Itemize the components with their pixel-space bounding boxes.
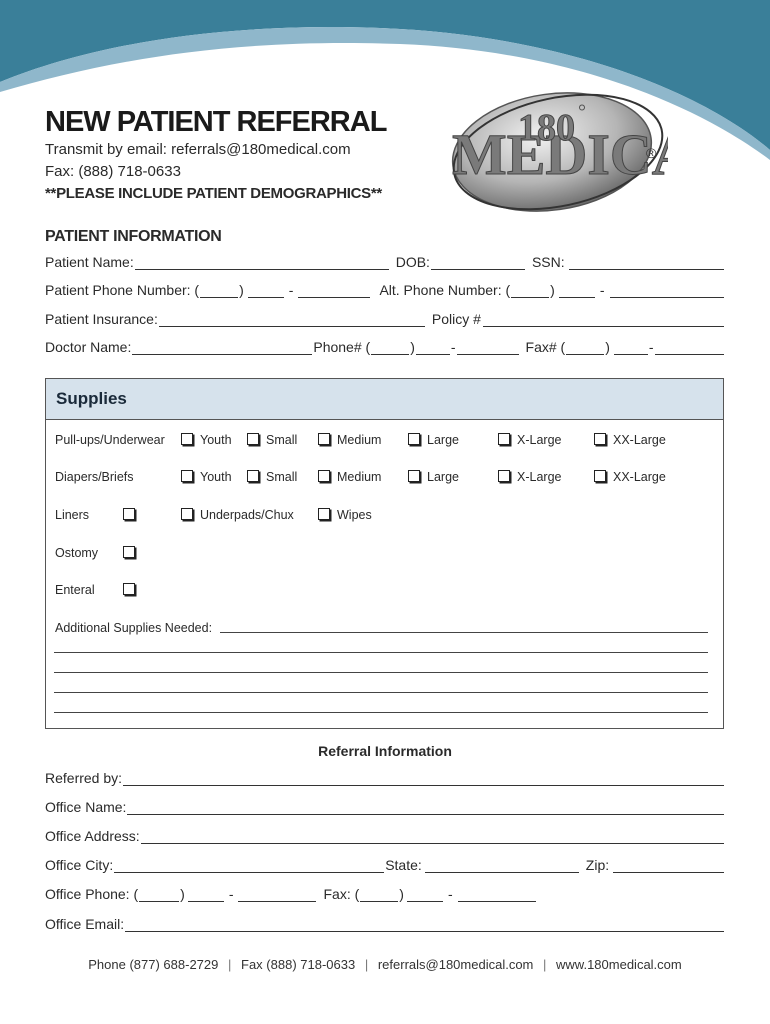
pullups-youth[interactable]: Youth: [181, 433, 232, 447]
office-address-field[interactable]: [141, 829, 724, 844]
checkbox-icon[interactable]: [181, 470, 193, 482]
dash: -: [599, 282, 605, 298]
liners-checkbox[interactable]: [123, 508, 142, 522]
paren: ): [410, 339, 415, 355]
referred-by-label: Referred by:: [45, 770, 123, 786]
svg-text:MEDICAL: MEDIC: [452, 122, 652, 187]
diapers-label: Diapers/Briefs: [55, 470, 134, 484]
office-fax-label: Fax: (: [323, 886, 360, 902]
office-email-row: [45, 914, 725, 932]
checkbox-icon[interactable]: [181, 433, 193, 445]
supplies-header: [46, 379, 723, 420]
checkbox-icon[interactable]: [181, 508, 193, 520]
checkbox-icon[interactable]: [318, 433, 330, 445]
alt-phone-prefix[interactable]: [559, 283, 595, 298]
diapers-small[interactable]: Small: [247, 470, 297, 484]
dash: -: [228, 886, 234, 902]
office-name-row: [45, 797, 725, 815]
liners-label: Liners: [55, 508, 90, 522]
doctor-fax-label: Fax# (: [525, 339, 566, 355]
insurance-label: Patient Insurance:: [45, 311, 158, 327]
dob-field[interactable]: [431, 255, 525, 270]
checkbox-icon[interactable]: [594, 433, 606, 445]
checkbox-icon[interactable]: [498, 470, 510, 482]
paren: ): [550, 282, 555, 298]
doctor-phone-label: Phone# (: [313, 339, 371, 355]
svg-text:®: ®: [646, 145, 657, 161]
company-logo: [440, 88, 668, 218]
office-fax-line[interactable]: [458, 887, 536, 902]
dash: -: [447, 886, 453, 902]
supplies-section: [45, 378, 724, 729]
patient-name-field[interactable]: [135, 255, 389, 270]
paren: ): [180, 886, 185, 902]
doctor-name-label: Doctor Name:: [45, 339, 132, 355]
additional-label: Additional Supplies Needed:: [55, 621, 213, 635]
patient-name-label: Patient Name:: [45, 254, 134, 270]
svg-text:°: °: [578, 101, 586, 123]
office-city-label: Office City:: [45, 857, 114, 873]
dash: -: [288, 282, 294, 298]
referral-info-heading: Referral Information: [318, 743, 452, 759]
state-field[interactable]: [425, 858, 579, 873]
footer-fax: Fax (888) 718-0633: [241, 957, 356, 972]
checkbox-icon[interactable]: [318, 470, 330, 482]
footer-separator: |: [364, 957, 369, 972]
supplies-title: Supplies: [56, 389, 127, 408]
checkbox-icon[interactable]: [594, 470, 606, 482]
diapers-xxlarge[interactable]: XX-Large: [594, 470, 666, 484]
office-address-label: Office Address:: [45, 828, 140, 844]
additional-line-5[interactable]: [54, 712, 708, 713]
patient-info-heading: PATIENT INFORMATION: [45, 228, 222, 245]
state-label: State:: [385, 857, 422, 873]
paren: ): [605, 339, 610, 355]
dob-label: DOB:: [395, 254, 430, 270]
referred-by-field[interactable]: [123, 771, 724, 786]
patient-name-row: [45, 252, 725, 270]
doctor-phone-line[interactable]: [457, 340, 519, 355]
patient-phone-line[interactable]: [298, 283, 370, 298]
pullups-xxlarge[interactable]: XX-Large: [594, 433, 666, 447]
fax-instruction: Fax: (888) 718-0633: [45, 163, 181, 180]
referred-by-row: [45, 768, 725, 786]
alt-phone-label: Alt. Phone Number: (: [379, 282, 511, 298]
additional-line-3[interactable]: [54, 672, 708, 673]
doctor-row: [45, 337, 725, 355]
checkbox-icon[interactable]: [408, 470, 420, 482]
checkbox-icon[interactable]: [123, 508, 135, 520]
form-title: NEW PATIENT REFERRAL: [45, 106, 387, 138]
wipes-option[interactable]: Wipes: [318, 508, 372, 522]
office-email-field[interactable]: [125, 917, 724, 932]
checkbox-icon[interactable]: [247, 433, 259, 445]
office-phone-label: Office Phone: (: [45, 886, 139, 902]
diapers-youth[interactable]: Youth: [181, 470, 232, 484]
email-instruction: Transmit by email: referrals@180medical.com: [45, 141, 351, 158]
footer-separator: |: [543, 957, 547, 972]
doctor-name-field[interactable]: [132, 340, 312, 355]
office-name-label: Office Name:: [45, 799, 127, 815]
ssn-field[interactable]: [569, 255, 724, 270]
alt-phone-line[interactable]: [610, 283, 724, 298]
demographics-note: **PLEASE INCLUDE PATIENT DEMOGRAPHICS**: [45, 185, 382, 202]
office-phone-prefix[interactable]: [188, 887, 224, 902]
footer-separator: |: [228, 957, 232, 972]
policy-label: Policy #: [431, 311, 481, 327]
checkbox-icon[interactable]: [123, 546, 135, 558]
pullups-large[interactable]: Large: [408, 433, 459, 447]
checkbox-icon[interactable]: [408, 433, 420, 445]
patient-phone-row: [45, 280, 725, 298]
office-name-field[interactable]: [127, 800, 724, 815]
pullups-small[interactable]: Small: [247, 433, 297, 447]
footer-website-link[interactable]: www.180medical.com: [556, 957, 682, 972]
office-city-row: [45, 855, 725, 873]
paren: ): [239, 282, 244, 298]
doctor-fax-line[interactable]: [655, 340, 724, 355]
checkbox-icon[interactable]: [123, 583, 135, 595]
underpads-option[interactable]: Underpads/Chux: [181, 508, 294, 522]
policy-field[interactable]: [483, 312, 724, 327]
ostomy-checkbox[interactable]: [123, 546, 142, 560]
office-phone-line[interactable]: [238, 887, 316, 902]
office-address-row: [45, 826, 725, 844]
office-fax-area[interactable]: [360, 887, 398, 902]
footer-contact: [0, 957, 770, 972]
doctor-fax-area[interactable]: [566, 340, 604, 355]
diapers-large[interactable]: Large: [408, 470, 459, 484]
checkbox-icon[interactable]: [247, 470, 259, 482]
ssn-label: SSN:: [531, 254, 565, 270]
office-phone-area[interactable]: [139, 887, 179, 902]
enteral-checkbox[interactable]: [123, 583, 142, 597]
footer-phone: Phone (877) 688-2729: [88, 957, 219, 972]
enteral-label: Enteral: [55, 583, 95, 597]
pullups-label: Pull-ups/Underwear: [55, 433, 165, 447]
office-email-label: Office Email:: [45, 916, 125, 932]
doctor-fax-prefix[interactable]: [614, 340, 648, 355]
additional-line-4[interactable]: [54, 692, 708, 693]
checkbox-icon[interactable]: [318, 508, 330, 520]
doctor-phone-prefix[interactable]: [416, 340, 450, 355]
insurance-field[interactable]: [159, 312, 425, 327]
checkbox-icon[interactable]: [498, 433, 510, 445]
patient-phone-label: Patient Phone Number: (: [45, 282, 200, 298]
additional-line-2[interactable]: [54, 652, 708, 653]
office-city-field[interactable]: [114, 858, 384, 873]
zip-field[interactable]: [613, 858, 724, 873]
zip-label: Zip:: [585, 857, 610, 873]
paren: ): [399, 886, 404, 902]
office-phone-row: [45, 884, 725, 902]
dash: -: [648, 339, 654, 355]
doctor-phone-area[interactable]: [371, 340, 409, 355]
dash: -: [450, 339, 456, 355]
pullups-medium[interactable]: Medium: [318, 433, 381, 447]
diapers-xlarge[interactable]: X-Large: [498, 470, 561, 484]
alt-phone-area[interactable]: [511, 283, 549, 298]
footer-email-link[interactable]: referrals@180medical.com: [377, 957, 534, 972]
additional-line-1[interactable]: [220, 632, 708, 633]
diapers-medium[interactable]: Medium: [318, 470, 381, 484]
insurance-row: [45, 309, 725, 327]
patient-phone-area[interactable]: [200, 283, 238, 298]
pullups-xlarge[interactable]: X-Large: [498, 433, 561, 447]
patient-phone-prefix[interactable]: [248, 283, 284, 298]
office-fax-prefix[interactable]: [407, 887, 443, 902]
ostomy-label: Ostomy: [55, 546, 99, 560]
svg-text:180: 180: [518, 107, 575, 149]
